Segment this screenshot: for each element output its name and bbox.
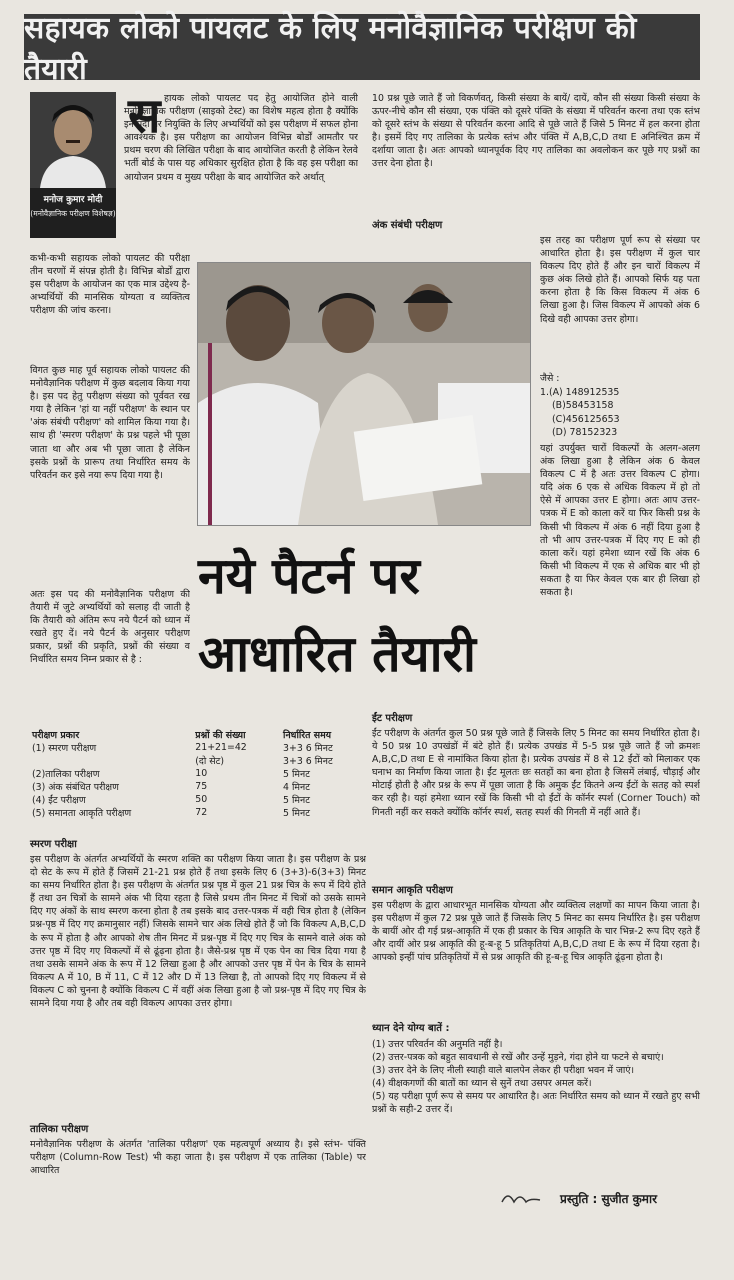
samaan-heading: समान आकृति परीक्षण: [372, 885, 453, 896]
left-col-para-1: कभी-कभी सहायक लोको पायलट की परीक्षा तीन चरणों में संपन्न होती है। विभिन्न बोर्डों द्वारा इस परीक्षण के आयोजन का एक मात्र उद्देश्य है-अभ्यर्थियों की मानसिक योग्यता व व्यक्तित्व परीक्षण की जांच करना।: [30, 253, 190, 317]
feature-title-line-1: नये पैटर्न पर: [198, 547, 420, 605]
table-row: [30, 767, 366, 780]
table-row: [30, 741, 366, 754]
author-photo-icon: [30, 92, 116, 188]
smaran-heading: स्मरण परीक्षा: [30, 839, 77, 850]
list-item: (1) उत्तर परिवर्तन की अनुमति नहीं है।: [372, 1039, 503, 1050]
table-cell-count: 21+21=42: [195, 742, 247, 753]
eent-heading: ईंट परीक्षण: [372, 713, 413, 724]
author-name: मनोज कुमार मोदी: [43, 195, 103, 205]
samaan-text: इस परीक्षण के द्वारा आधारभूत मानसिक योग्यता और व्यक्तित्व लक्षणों का मापन किया जाता है। इस परीक्षण में कुल 72 प्रश्न पूछे जाते हैं जिसके लिए 5 मिनट का समय निर्धारित है। इस परीक्षण के बायीं ओर दी गई प्रश्न-आकृति में एक ही प्रकार के चित्र आकृति के चार भिन्न-2 रूप दिए रहते हैं और दायीं ओर प्रश्न आकृति की हू-ब-हू 5 प्रतिकृतियां A,B,C,D तथा E के रूप में दिया रहता है। आपको इन्हीं पांच प्रतिकृतियों में से प्रश्न आकृति की हू-ब-हू चित्र आकृति ढूंढ़ना होता है।: [372, 900, 700, 964]
table-cell-count: 50: [195, 794, 208, 805]
intro-text: हायक लोको पायलट पद हेतु आयोजित होने वाली मनोवैज्ञानिक परीक्षण (साइको टेस्ट) का विशेष महत्व होता है क्योंकि इन पदों पर नियुक्ति के लिए अभ्यर्थियों को इस परीक्षण में सफल होना आवश्यक है। इस परीक्षण का आयोजन विभिन्न बोर्डों आमतौर पर प्रथम चरण की लिखित परीक्षा के बाद आयोजित करती है लेकिन रेलवे भर्ती बोर्ड के पास यह अधिकार सुरक्षित होता है कि वह इस परीक्षा का आयोजन प्रथम व मुख्य परीक्षा के बाद आयोजित करे अर्थात्: [124, 93, 358, 183]
drop-cap: स: [128, 88, 161, 144]
feature-title-line-2: आधारित तैयारी: [198, 625, 476, 683]
classroom-photo: [197, 262, 531, 526]
table-cell-time: 5 मिनट: [283, 808, 310, 819]
list-item: (4) वीक्षकगणों की बातों का ध्यान से सुनें तथा उसपर अमल करें।: [372, 1078, 592, 1090]
table-cell-type: (4) ईंट परीक्षण: [32, 795, 86, 806]
smaran-text: इस परीक्षण के अंतर्गत अभ्यर्थियों के स्मरण शक्ति का परीक्षण किया जाता है। इस परीक्षण के प्रश्न दो सेट के रूप में होते हैं जिसमें 21-21 प्रश्न होते हैं तथा इसके लिए 6 (3+3)-6(3+3) मिनट का समय निर्धारित होता है। इस परीक्षण के अंतर्गत प्रश्न पृष्ठ में कुल 21 प्रश्न चित्र के रूप में दिये होते हैं तथा उन चित्रों के सामने अंक भी दिया रहता है जिसे प्रथम तीन मिनट में चित्रों को उसके सामने दिए गए अंकों के साथ स्मरण करना होता है तब इसके बाद उत्तर-पत्रक में वही चित्र होता है (लेकिन प्रश्न-पृष्ठ में दिए गए क्रमानुसार नहीं) जिसके सामने चार अंक लिखे होते हैं जो कि विकल्प A,B,C,D के रूप में होता है और आपको शेष तीन मिनट में प्रश्न-पृष्ठ में दिए गए चित्र के सामने वाले अंक को उत्तर पृष्ठ में दिए गए विकल्पों में से ढूंढ़ना होता है। जैसे-प्रश्न पृष्ठ में एक पेन का चित्र दिया गया है तथा उसके सामने अंक के रूप में 12 लिखा हुआ है और आपको उत्तर पृष्ठ में पेन के चित्र के सामने विकल्प A में 10, B में 11, C में 12 और D में 13 लिखा है, तो आपको दिए गए विकल्प में से विकल्प C को चुनना है क्योंकि विकल्प C में वहीं अंक लिखा हुआ है जो प्रश्न-पृष्ठ में दिए गए चित्र के सामने दिया गया है और तब वही विकल्प आपका उत्तर होगा।: [30, 854, 366, 1010]
table-cell-type: (2)तालिका परीक्षण: [32, 769, 100, 780]
right-col-intro: 10 प्रश्न पूछे जाते हैं जो विकर्णवत्, किसी संख्या के बायें/ दायें, कौन सी संख्या किसी संख्या के ऊपर-नीचे कौन सी संख्या, एक पंक्ति को दूसरे पंक्ति के संख्या में परिवर्तन करना तथा एक स्तंभ को दूसरे स्तंभ के संख्या से परिवर्तन करना आदि से पूछे जाते हैं जिसे 5 मिनट में हल करना होता है। इसमें दिए गए तालिका के प्रत्येक स्तंभ और पंक्ति में A,B,C,D तथा E अनिश्चित क्रम में दर्शाया जाता है। अतः आपको ध्यानपूर्वक दिए गए तालिका का अवलोकन कर पूछे गए प्रश्नों का उत्तर देना होता है।: [372, 93, 700, 170]
dhyan-list: [372, 1038, 700, 1117]
eent-text: ईंट परीक्षण के अंतर्गत कुल 50 प्रश्न पूछे जाते हैं जिसके लिए 5 मिनट का समय निर्धारित होता है। ये 50 प्रश्न 10 उपखंडों में बंटे होते हैं। प्रत्येक उपखंड में 5-5 प्रश्न पूछे जाते हैं जो क्रमशः A,B,C,D तथा E से नामांकित किया होता है। प्रत्येक उपखंड में 8 से 12 ईंटों को मिलाकर एक घनाभ का निर्माण किया जाता है। ईंट मूलतः छः सतहों का बना होता है जिसमें लंबाई, चौड़ाई और मोटाई होती है और प्रश्न के रूप में पूछा जाता है कि अमुक ईंट कितने अन्य ईंटों के सतह को स्पर्श कर रही है। यहां हमेशा ध्यान रखें कि किसी भी दो ईंटों के कॉर्नर स्पर्श (Corner Touch) को गिनती नहीं कर सकते क्योंकि कॉर्नर स्पर्श, सतह स्पर्श की गिनती में नहीं आते हैं।: [372, 728, 700, 818]
ank-text-1: इस तरह का परीक्षण पूर्ण रूप से संख्या पर आधारित होता है। इस परीक्षण में कुल चार विकल्प दिए होते हैं और इन चारों विकल्प में कुछ अंक लिखे होते हैं। आपको सिर्फ यह पता करना होता है कि किस विकल्प में अंक 6 लिखा हुआ है। जिस विकल्प में आपको अंक 6 दिखे वही आपका उत्तर होगा।: [540, 235, 700, 325]
feature-title: [198, 546, 528, 684]
table-cell-time: 3+3 6 मिनट: [283, 743, 333, 754]
exam-pattern-table: [30, 728, 366, 819]
table-row: [30, 780, 366, 793]
table-row: [30, 754, 366, 767]
ank-option-d: (D) 78152323: [552, 427, 618, 438]
ank-option-b: (B)58453158: [552, 400, 614, 411]
author-caption: [30, 188, 116, 238]
list-item: (5) यह परीक्षा पूर्ण रूप से समय पर आधारित है। अतः निर्धारित समय को ध्यान में रखते हुए सभी प्रश्नों के सही-2 उत्तर दें।: [372, 1091, 700, 1116]
table-cell-time: 4 मिनट: [283, 782, 310, 793]
table-header-type: परीक्षण प्रकार: [32, 730, 80, 741]
author-title: (मनोवैज्ञानिक परीक्षण विशेषज्ञ): [30, 209, 116, 218]
left-col-para-3: अतः इस पद की मनोवैज्ञानिक परीक्षण की तैयारी में जुटे अभ्यर्थियों को सलाह दी जाती है कि तैयारी को अंतिम रूप नये पैटर्न को ध्यान में रखते हुए दें। नये पैटर्न के अनुसार परीक्षण प्रकार, प्रश्नों की प्रकृति, प्रश्नों की संख्या व निर्धारित समय निम्न प्रकार से है :: [30, 589, 190, 666]
table-row: [30, 793, 366, 806]
talika-heading: तालिका परीक्षण: [30, 1124, 89, 1135]
table-header-count: प्रश्नों की संख्या: [195, 730, 246, 741]
ank-example: [540, 372, 620, 440]
headline: सहायक लोको पायलट के लिए मनोवैज्ञानिक परीक्षण की तैयारी: [24, 14, 700, 80]
table-cell-count: 10: [195, 768, 208, 779]
table-cell-type: (3) अंक संबंधित परीक्षण: [32, 782, 119, 793]
ank-heading: अंक संबंधी परीक्षण: [372, 220, 443, 231]
ank-example-label: जैसे :: [540, 373, 560, 384]
signature-scribble: [500, 1188, 550, 1212]
talika-text: मनोवैज्ञानिक परीक्षण के अंतर्गत 'तालिका परीक्षण' एक महत्वपूर्ण अध्याय है। इसे स्तंभ- पंक्ति परीक्षण (Column-Row Test) भी कहा जाता है। इस परीक्षण में एक तालिका (Table) पर आधारित: [30, 1139, 366, 1177]
table-cell-time: 5 मिनट: [283, 795, 310, 806]
ank-option-a: 1.(A) 148912535: [540, 386, 620, 398]
table-cell-time: 5 मिनट: [283, 769, 310, 780]
table-header-row: [30, 728, 366, 741]
table-cell-count: 72: [195, 807, 208, 818]
table-header-time: निर्धारित समय: [283, 730, 332, 741]
table-cell-count: 75: [195, 781, 208, 792]
table-row: [30, 806, 366, 819]
signature-scribble-icon: [500, 1188, 550, 1208]
table-cell-type: (1) स्मरण परीक्षण: [32, 743, 97, 754]
ank-text-2: यहां उपर्युक्त चारों विकल्पों के अलग-अलग अंक लिखा हुआ है लेकिन अंक 6 केवल विकल्प C में है अतः उत्तर विकल्प C होगा। यदि अंक 6 एक से अधिक विकल्प में हो तो ऐसे में आपका उत्तर E होगा। अतः आप उत्तर-पत्रक में E को काला करें या फिर किसी प्रश्न के किसी भी विकल्प में अंक 6 नहीं दिया हुआ है तो भी आप उत्तर-पत्रक में दिए गए E को ही काला करें। यहां हमेशा ध्यान रखें कि अंक 6 किसी भी विकल्प में एक से अधिक बार भी हो सकता है या फिर केवल एक बार ही लिखा हो सकता है।: [540, 443, 700, 599]
dhyan-heading: ध्यान देने योग्य बातें :: [372, 1023, 450, 1034]
list-item: (3) उत्तर देने के लिए नीली स्याही वाले बालपेन लेकर ही परीक्षा भवन में जाएं।: [372, 1065, 635, 1077]
list-item: (2) उत्तर-पत्रक को बहुत सावधानी से रखें और उन्हें मुड़ने, गंदा होने या फटने से बचाएं।: [372, 1052, 664, 1064]
table-cell-type: [30, 754, 193, 767]
table-cell-count: (दो सेट): [195, 756, 225, 767]
author-portrait: [30, 92, 116, 188]
table-cell-type: (5) समानता आकृति परीक्षण: [32, 808, 132, 819]
classroom-photo-icon: [198, 263, 530, 525]
left-col-para-2: विगत कुछ माह पूर्व सहायक लोको पायलट की मनोवैज्ञानिक परीक्षण में कुछ बदलाव किया गया है। इस पद हेतु परीक्षण संख्या को पूर्ववत रख गया है लेकिन 'हां या नहीं परीक्षण' के स्थान पर 'अंक संबंधी परीक्षण' को शामिल किया गया है। साथ ही 'स्मरण परीक्षण' के प्रश्न पहले भी पूछा जाता था और अब भी पूछा जाता है लेकिन इसके प्रश्नों के प्रारूप तथा निर्धारित समय के परिवर्तन कर इसे नया रूप दिया गया है।: [30, 365, 190, 481]
ank-option-c: (C)456125653: [552, 413, 620, 425]
table-cell-time: 3+3 6 मिनट: [283, 756, 333, 767]
byline: प्रस्तुति : सुजीत कुमार: [560, 1192, 657, 1206]
